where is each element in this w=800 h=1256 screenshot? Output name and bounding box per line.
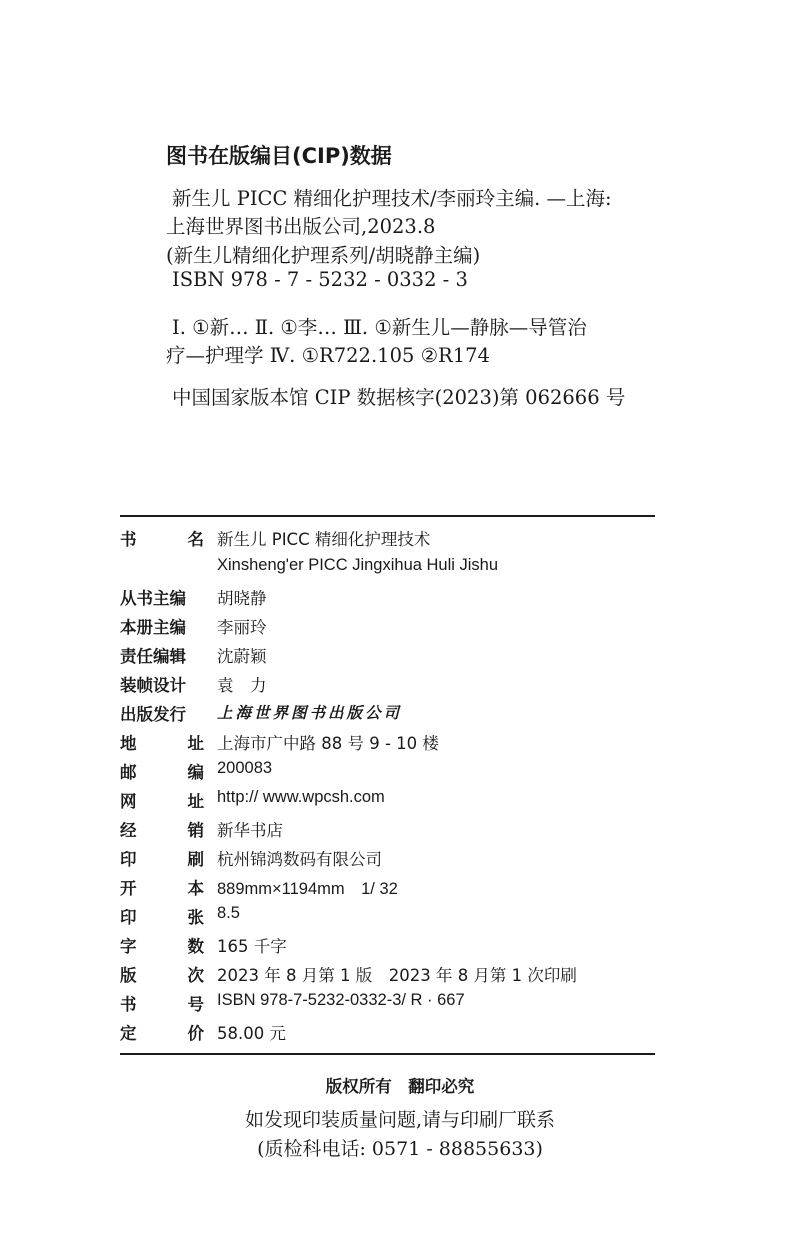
row-publisher xyxy=(120,701,655,729)
row-label: 书 名 xyxy=(120,530,204,549)
cip-line-4: ISBN 978 - 7 - 5232 - 0332 - 3 xyxy=(172,268,468,291)
row-printer xyxy=(120,846,655,874)
isbn-value: ISBN 978-7-5232-0332-3/ R · 667 xyxy=(217,991,465,1009)
edition-value: 2023 年 8 月第 1 版 2023 年 8 月第 1 次印刷 xyxy=(217,966,577,985)
cip-line-2: 上海世界图书出版公司,2023.8 xyxy=(166,215,436,238)
row-design xyxy=(120,672,655,700)
row-label: 地 址 xyxy=(120,734,204,753)
book-title-value: 新生儿 PICC 精细化护理技术 xyxy=(217,530,431,549)
row-label: 装帧设计 xyxy=(120,676,186,695)
cip-line-6: 疗—护理学 Ⅳ. ①R722.105 ②R174 xyxy=(166,344,490,367)
row-label: 开 本 xyxy=(120,879,204,898)
row-title-pinyin xyxy=(120,556,655,584)
quality-notice: 如发现印装质量问题,请与印刷厂联系 xyxy=(244,1109,556,1131)
cip-line-1: 新生儿 PICC 精细化护理技术/李丽玲主编. —上海: xyxy=(172,187,612,210)
printed-sheets-value: 8.5 xyxy=(217,904,240,922)
table-bottom-rule xyxy=(120,1053,655,1055)
word-count-value: 165 千字 xyxy=(217,937,287,956)
row-title xyxy=(120,526,655,554)
row-label: 从书主编 xyxy=(120,589,186,608)
row-label: 印 张 xyxy=(120,908,204,927)
row-edition xyxy=(120,962,655,990)
row-format xyxy=(120,875,655,903)
row-label: 网 址 xyxy=(120,792,204,811)
cip-line-3: (新生儿精细化护理系列/胡晓静主编) xyxy=(166,244,481,267)
row-label: 字 数 xyxy=(120,937,204,956)
cip-title: 图书在版编目(CIP)数据 xyxy=(166,144,392,168)
cip-line-7: 中国国家版本馆 CIP 数据核字(2023)第 062666 号 xyxy=(172,386,626,409)
address-value: 上海市广中路 88 号 9 - 10 楼 xyxy=(217,734,439,753)
responsible-editor-value: 沈蔚颖 xyxy=(217,647,267,666)
row-label: 责任编辑 xyxy=(120,647,186,666)
row-label: 邮 编 xyxy=(120,763,204,782)
website-link[interactable]: http:// www.wpcsh.com xyxy=(217,788,385,806)
row-website xyxy=(120,788,655,816)
row-label: 版 次 xyxy=(120,966,204,985)
quality-phone: (质检科电话: 0571 - 88855633) xyxy=(257,1138,543,1160)
row-label: 书 号 xyxy=(120,995,204,1014)
row-sheets xyxy=(120,904,655,932)
volume-editor-value: 李丽玲 xyxy=(217,618,267,637)
row-series-editor xyxy=(120,585,655,613)
format-value: 889mm×1194mm 1/ 32 xyxy=(217,880,398,898)
printer-value: 杭州锦鸿数码有限公司 xyxy=(217,850,382,869)
row-isbn xyxy=(120,991,655,1019)
rights-notice: 版权所有 翻印必究 xyxy=(325,1077,475,1096)
price-value: 58.00 元 xyxy=(217,1024,286,1043)
table-top-rule xyxy=(120,515,655,517)
row-label: 定 价 xyxy=(120,1024,204,1043)
row-label: 本册主编 xyxy=(120,618,186,637)
postcode-value: 200083 xyxy=(217,759,273,777)
row-label: 印 刷 xyxy=(120,850,204,869)
designer-value: 袁 力 xyxy=(217,676,267,695)
row-postcode xyxy=(120,759,655,787)
row-responsible-editor xyxy=(120,643,655,671)
series-editor-value: 胡晓静 xyxy=(217,589,267,608)
distributor-value: 新华书店 xyxy=(217,821,283,840)
row-label: 出版发行 xyxy=(120,705,186,724)
row-distributor xyxy=(120,817,655,845)
row-address xyxy=(120,730,655,758)
cip-line-5: Ⅰ. ①新… Ⅱ. ①李… Ⅲ. ①新生儿—静脉—导管治 xyxy=(172,316,587,339)
row-price xyxy=(120,1020,655,1048)
row-label: 经 销 xyxy=(120,821,204,840)
row-volume-editor xyxy=(120,614,655,642)
publisher-logo-text: 上海世界图书出版公司 xyxy=(217,703,403,722)
row-word-count xyxy=(120,933,655,961)
book-title-pinyin-value: Xinsheng'er PICC Jingxihua Huli Jishu xyxy=(217,556,499,574)
